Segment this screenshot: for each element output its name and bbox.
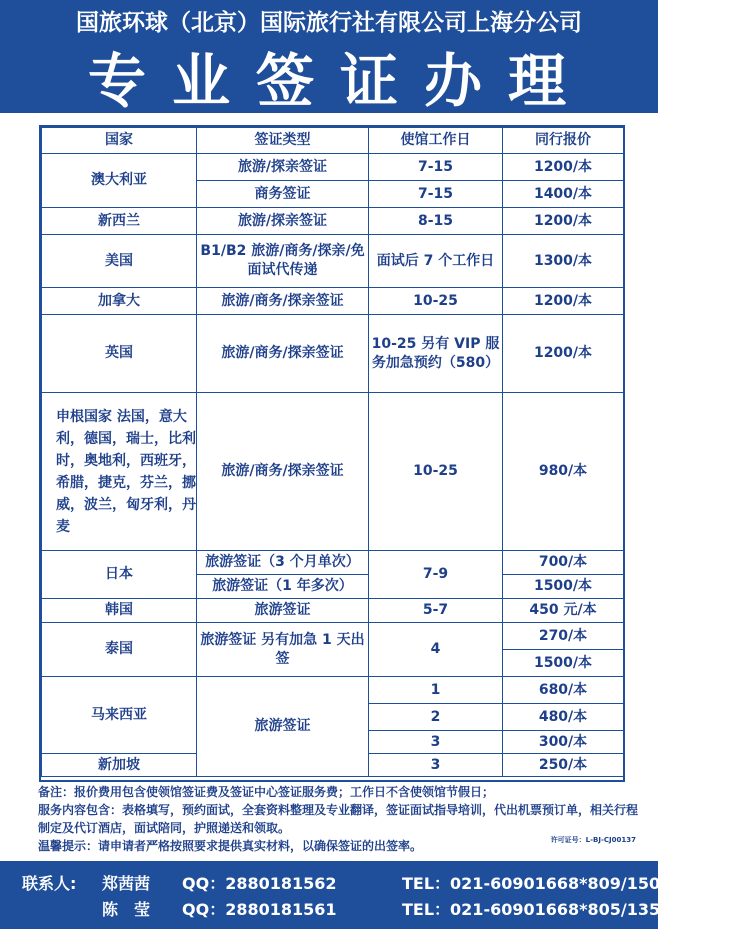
visa-type-cell: 旅游/商务/探亲签证 bbox=[197, 315, 369, 393]
table-row bbox=[42, 677, 624, 704]
workdays-cell: 2 bbox=[369, 704, 503, 731]
table-row bbox=[42, 235, 624, 288]
notes-section bbox=[38, 783, 638, 855]
table-row bbox=[42, 154, 624, 181]
country-cell: 泰国 bbox=[42, 623, 197, 677]
country-cell: 加拿大 bbox=[42, 288, 197, 315]
header-price: 同行报价 bbox=[503, 128, 624, 154]
contact-line-1 bbox=[22, 871, 749, 894]
price-cell: 480/本 bbox=[503, 704, 624, 731]
visa-type-cell: 旅游签证 bbox=[197, 677, 369, 777]
visa-type-cell: 旅游/商务/探亲签证 bbox=[197, 288, 369, 315]
contact-tel: TEL：021-60901668*809/15026628975 bbox=[402, 874, 749, 893]
contact-qq: QQ：2880181562 bbox=[182, 874, 337, 893]
table-row bbox=[42, 623, 624, 650]
price-cell: 1500/本 bbox=[503, 575, 624, 599]
contact-tel: TEL：021-60901668*805/13524815753 bbox=[402, 900, 749, 919]
country-cell: 美国 bbox=[42, 235, 197, 288]
country-cell: 新西兰 bbox=[42, 208, 197, 235]
country-cell: 新加坡 bbox=[42, 754, 197, 777]
service-text: 服务内容包含：表格填写，预约面试，全套资料整理及专业翻译，签证面试指导培训，代出机票预订单，相关行程制定及代订酒店，面试陪同，护照递送和领取。 bbox=[38, 803, 639, 835]
header-country: 国家 bbox=[42, 128, 197, 154]
price-cell: 1400/本 bbox=[503, 181, 624, 208]
price-cell: 450 元/本 bbox=[503, 599, 624, 623]
page-title: 专业签证办理 bbox=[87, 47, 592, 115]
price-cell: 1200/本 bbox=[503, 208, 624, 235]
contact-name: 郑茜茜 bbox=[102, 874, 151, 893]
country-cell: 申根国家 法国，意大利，德国，瑞士，比利时，奥地利，西班牙，希腊，捷克，芬兰，挪威，波兰，匈牙利，丹麦 bbox=[42, 393, 197, 551]
price-cell: 300/本 bbox=[503, 731, 624, 754]
contact-qq: QQ：2880181561 bbox=[182, 900, 337, 919]
country-cell: 马来西亚 bbox=[42, 677, 197, 754]
table-row bbox=[42, 288, 624, 315]
table-row bbox=[42, 315, 624, 393]
contact-label: 联系人: bbox=[22, 874, 77, 893]
visa-type-cell: 旅游签证 另有加急 1 天出签 bbox=[197, 623, 369, 677]
workdays-cell: 7-15 bbox=[369, 154, 503, 181]
license-number: 许可证号：L-BJ-CJ00137 bbox=[550, 836, 636, 844]
price-cell: 1500/本 bbox=[503, 650, 624, 677]
workdays-cell: 4 bbox=[369, 623, 503, 677]
table-header-row bbox=[42, 128, 624, 154]
country-cell: 日本 bbox=[42, 551, 197, 599]
table-row bbox=[42, 599, 624, 623]
price-cell: 1300/本 bbox=[503, 235, 624, 288]
workdays-cell: 1 bbox=[369, 677, 503, 704]
workdays-cell: 10-25 另有 VIP 服务加急预约（580） bbox=[369, 315, 503, 393]
company-name: 国旅环球（北京）国际旅行社有限公司上海分公司 bbox=[76, 10, 582, 36]
price-cell: 700/本 bbox=[503, 551, 624, 575]
visa-type-cell: 旅游/商务/探亲签证 bbox=[197, 393, 369, 551]
workdays-cell: 10-25 bbox=[369, 288, 503, 315]
workdays-cell: 3 bbox=[369, 754, 503, 777]
visa-type-cell: 旅游签证（1 年多次） bbox=[197, 575, 369, 599]
price-cell: 1200/本 bbox=[503, 154, 624, 181]
remark-text: 备注：报价费用包含使领馆签证费及签证中心签证服务费；工作日不含使领馆节假日； bbox=[38, 785, 495, 799]
workdays-cell: 10-25 bbox=[369, 393, 503, 551]
workdays-cell: 8-15 bbox=[369, 208, 503, 235]
visa-type-cell: 旅游签证 bbox=[197, 599, 369, 623]
visa-type-cell: 旅游/探亲签证 bbox=[197, 154, 369, 181]
visa-type-cell: 商务签证 bbox=[197, 181, 369, 208]
workdays-cell: 面试后 7 个工作日 bbox=[369, 235, 503, 288]
price-cell: 1200/本 bbox=[503, 288, 624, 315]
country-cell: 澳大利亚 bbox=[42, 154, 197, 208]
table-row bbox=[42, 393, 624, 551]
workdays-cell: 3 bbox=[369, 731, 503, 754]
workdays-cell: 7-15 bbox=[369, 181, 503, 208]
tip-text: 温馨提示：请申请者严格按照要求提供真实材料，以确保签证的出签率。 bbox=[38, 839, 423, 853]
header-workdays: 使馆工作日 bbox=[369, 128, 503, 154]
visa-type-cell: B1/B2 旅游/商务/探亲/免面试代传递 bbox=[197, 235, 369, 288]
visa-price-table bbox=[39, 125, 625, 782]
visa-type-cell: 旅游/探亲签证 bbox=[197, 208, 369, 235]
header-banner bbox=[0, 0, 658, 113]
price-cell: 1200/本 bbox=[503, 315, 624, 393]
country-cell: 英国 bbox=[42, 315, 197, 393]
contact-line-2 bbox=[22, 897, 749, 920]
price-cell: 270/本 bbox=[503, 623, 624, 650]
contact-name: 陈 莹 bbox=[102, 900, 151, 919]
workdays-cell: 7-9 bbox=[369, 551, 503, 599]
header-visa-type: 签证类型 bbox=[197, 128, 369, 154]
contact-footer bbox=[0, 861, 749, 929]
price-cell: 680/本 bbox=[503, 677, 624, 704]
visa-type-cell: 旅游签证（3 个月单次） bbox=[197, 551, 369, 575]
table-row bbox=[42, 551, 624, 575]
country-cell: 韩国 bbox=[42, 599, 197, 623]
price-cell: 250/本 bbox=[503, 754, 624, 777]
price-cell: 980/本 bbox=[503, 393, 624, 551]
workdays-cell: 5-7 bbox=[369, 599, 503, 623]
table-row bbox=[42, 208, 624, 235]
